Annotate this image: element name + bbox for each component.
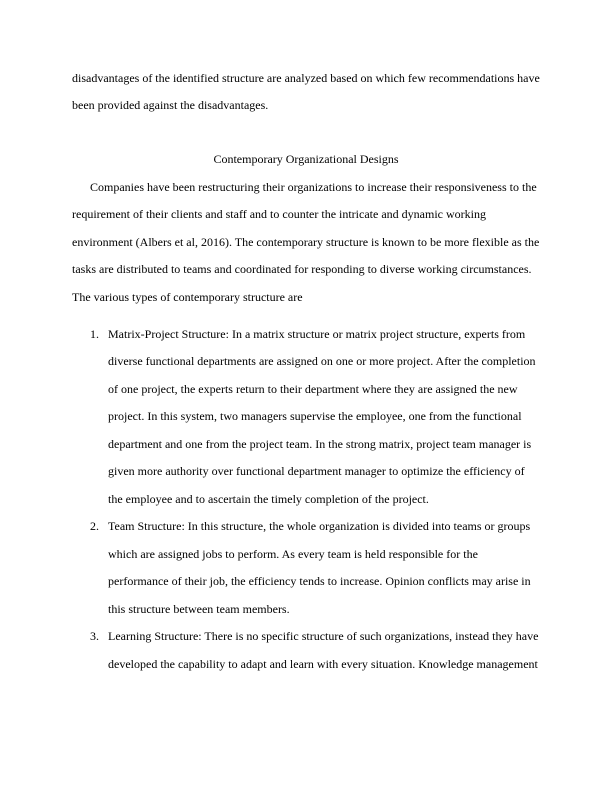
list-item-line: Learning Structure: There is no specific structure of such organizations, instead they have <box>108 629 539 643</box>
paragraph-line: requirement of their clients and staff and to counter the intricate and dynamic working <box>72 207 486 221</box>
list-item-line: this structure between team members. <box>108 602 290 616</box>
list-item-line: department and one from the project team. In the strong matrix, project team manager is <box>108 437 532 451</box>
list-item-line: Matrix-Project Structure: In a matrix structure or matrix project structure, experts from <box>108 327 526 341</box>
list-item-line: diverse functional departments are assigned on one or more project. After the completion <box>108 354 536 368</box>
list-number: 1. <box>90 327 99 341</box>
list-number: 2. <box>90 519 99 533</box>
list-item-line: of one project, the experts return to their department where they are assigned the new <box>108 382 518 396</box>
paragraph-line: environment (Albers et al, 2016). The contemporary structure is known to be more flexible as the <box>72 235 540 249</box>
list-item-line: which are assigned jobs to perform. As every team is held responsible for the <box>108 547 478 561</box>
intro-line: been provided against the disadvantages. <box>72 98 269 112</box>
list-item-line: developed the capability to adapt and learn with every situation. Knowledge management <box>108 657 538 671</box>
list-number: 3. <box>90 629 99 643</box>
list-item-line: Team Structure: In this structure, the whole organization is divided into teams or groups <box>108 519 531 533</box>
intro-line: disadvantages of the identified structure are analyzed based on which few recommendations have <box>72 71 540 85</box>
list-item-line: the employee and to ascertain the timely completion of the project. <box>108 492 429 506</box>
paragraph-line: Companies have been restructuring their organizations to increase their responsiveness to the <box>90 180 537 194</box>
list-item-line: performance of their job, the efficiency tends to increase. Opinion conflicts may arise in <box>108 574 531 588</box>
list-item-line: project. In this system, two managers supervise the employee, one from the functional <box>108 409 522 423</box>
section-heading: Contemporary Organizational Designs <box>213 152 399 166</box>
list-item-line: given more authority over functional department manager to optimize the efficiency of <box>108 464 525 478</box>
paragraph-line: tasks are distributed to teams and coordinated for responding to diverse working circumstances. <box>72 262 532 276</box>
paragraph-line: The various types of contemporary structure are <box>72 290 303 304</box>
